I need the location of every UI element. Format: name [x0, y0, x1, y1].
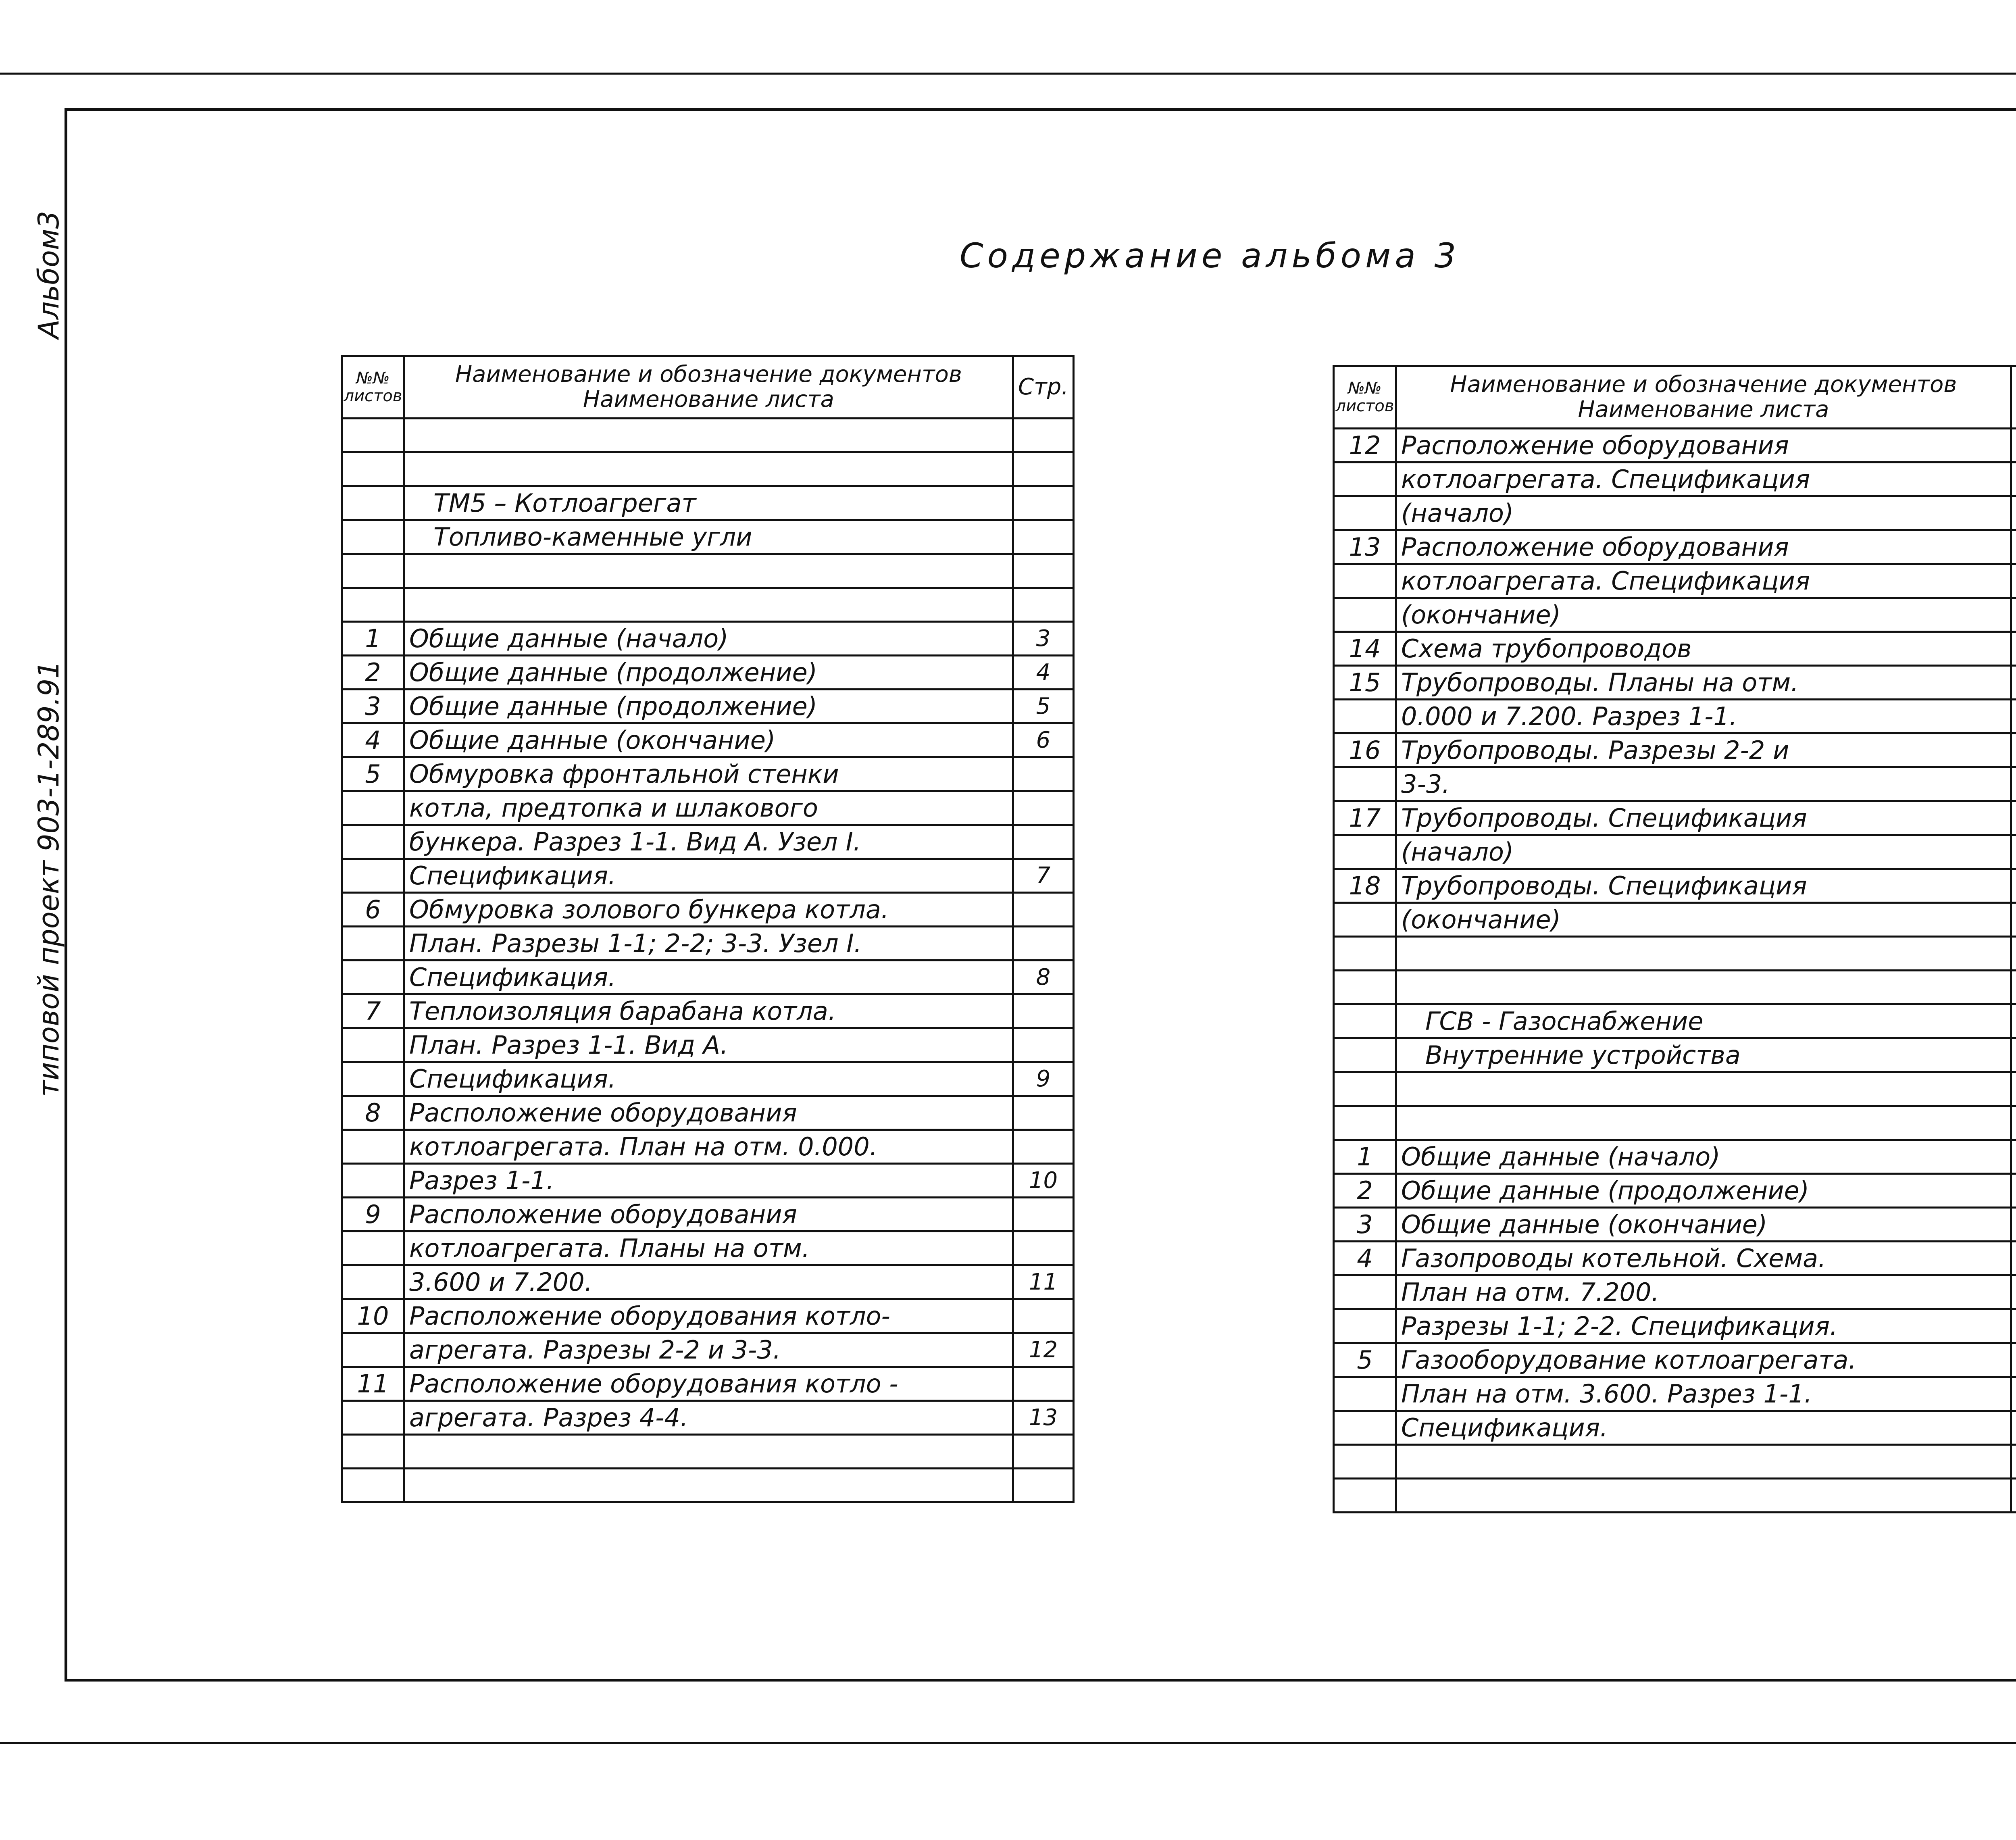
- table-row: [1334, 937, 2016, 971]
- sheet-number-cell: 8: [342, 1096, 404, 1130]
- page-number-cell: [2011, 1343, 2016, 1377]
- toc-header-row: [1334, 366, 2016, 429]
- sheet-name-cell: Общие данные (продолжение): [1396, 1174, 2011, 1208]
- sheet-name-cell: [1396, 1072, 2011, 1106]
- table-row: [342, 757, 1074, 791]
- sheet-name-cell: Газооборудование котлоагрегата.: [1396, 1343, 2011, 1377]
- table-row: [1334, 1445, 2016, 1479]
- sheet-name-cell: ТМ5 – Котлоагрегат: [404, 486, 1013, 520]
- sheet-name-cell: Трубопроводы. Спецификация: [1396, 801, 2011, 835]
- outer-top-border: [0, 73, 2016, 75]
- table-row: [342, 1130, 1074, 1164]
- table-row: [342, 893, 1074, 927]
- outer-bottom-border: [0, 1742, 2016, 1744]
- sheet-number-cell: 15: [1334, 666, 1396, 700]
- header-document-name: [404, 356, 1013, 419]
- page-number-cell: 10: [1013, 1164, 1074, 1198]
- page-number-cell: 7: [1013, 859, 1074, 893]
- page-number-cell: [1013, 757, 1074, 791]
- table-row: [1334, 1140, 2016, 1174]
- table-row: [1334, 598, 2016, 632]
- table-row: [342, 656, 1074, 690]
- sheet-name-cell: котлоагрегата. План на отм. 0.000.: [404, 1130, 1013, 1164]
- sheet-name-cell: Общие данные (начало): [1396, 1140, 2011, 1174]
- table-row: [1334, 1275, 2016, 1309]
- sheet-number-cell: [1334, 971, 1396, 1004]
- page-number-cell: [2011, 632, 2016, 666]
- page-number-cell: [2011, 1140, 2016, 1174]
- table-row: [1334, 1208, 2016, 1242]
- sheet-name-cell: Топливо-каменные угли: [404, 520, 1013, 554]
- page-number-cell: [1013, 1198, 1074, 1232]
- sheet-number-cell: [1334, 1038, 1396, 1072]
- sheet-number-cell: 5: [342, 757, 404, 791]
- sheet-number-cell: 9: [342, 1198, 404, 1232]
- sheet-number-cell: [1334, 1445, 1396, 1479]
- page-number-cell: [1013, 893, 1074, 927]
- sheet-name-cell: Трубопроводы. Разрезы 2-2 и: [1396, 733, 2011, 767]
- table-row: [342, 1401, 1074, 1435]
- sheet-name-cell: Расположение оборудования: [1396, 429, 2011, 463]
- page-number-cell: [1013, 791, 1074, 825]
- page-number-cell: [2011, 1309, 2016, 1343]
- table-row: [342, 1232, 1074, 1265]
- page-number-cell: [1013, 1367, 1074, 1401]
- sheet-number-cell: 7: [342, 994, 404, 1028]
- sheet-name-cell: План на отм. 7.200.: [1396, 1275, 2011, 1309]
- sheet-number-cell: [1334, 1309, 1396, 1343]
- page-number-cell: [1013, 1299, 1074, 1333]
- sheet-name-cell: Теплоизоляция барабана котла.: [404, 994, 1013, 1028]
- sheet-number-cell: 2: [342, 656, 404, 690]
- sheet-name-cell: [404, 419, 1013, 452]
- page-number-cell: [1013, 994, 1074, 1028]
- table-row: [342, 791, 1074, 825]
- page-number-cell: [2011, 1242, 2016, 1275]
- page-number-cell: [1013, 419, 1074, 452]
- sheet-name-cell: Спецификация.: [1396, 1411, 2011, 1445]
- sheet-name-cell: [404, 452, 1013, 486]
- page-number-cell: [2011, 700, 2016, 733]
- sheet-name-cell: котла, предтопка и шлакового: [404, 791, 1013, 825]
- sheet-number-cell: [1334, 1479, 1396, 1513]
- page-number-cell: [2011, 835, 2016, 869]
- table-row: [1334, 666, 2016, 700]
- sheet-name-cell: План. Разрез 1-1. Вид А.: [404, 1028, 1013, 1062]
- sheet-name-cell: агрегата. Разрез 4-4.: [404, 1401, 1013, 1435]
- table-row: [1334, 429, 2016, 463]
- sheet-name-cell: План. Разрезы 1-1; 2-2; 3-3. Узел I.: [404, 927, 1013, 961]
- page-number-cell: [1013, 486, 1074, 520]
- page-number-cell: [1013, 1028, 1074, 1062]
- table-row: [342, 927, 1074, 961]
- header-name-line2: Наименование листа: [1578, 396, 1829, 423]
- table-row: [342, 1367, 1074, 1401]
- sheet-number-cell: [1334, 1072, 1396, 1106]
- sheet-name-cell: 3.600 и 7.200.: [404, 1265, 1013, 1299]
- sheet-name-cell: [1396, 971, 2011, 1004]
- sheet-number-cell: 1: [342, 622, 404, 656]
- sheet-number-cell: [342, 588, 404, 622]
- header-page: Стр.: [1013, 356, 1074, 419]
- table-row: [342, 1469, 1074, 1502]
- sheet-number-cell: [342, 1435, 404, 1469]
- page-number-cell: [1013, 554, 1074, 588]
- page-number-cell: 12: [1013, 1333, 1074, 1367]
- sheet-number-cell: [1334, 598, 1396, 632]
- project-side-label: типовой проект 903-1-289.91: [32, 661, 65, 1097]
- page-number-cell: [2011, 1174, 2016, 1208]
- table-row: [342, 723, 1074, 757]
- toc-header-row: [342, 356, 1074, 419]
- sheet-number-cell: 18: [1334, 869, 1396, 903]
- table-row: [1334, 1174, 2016, 1208]
- page-number-cell: [2011, 903, 2016, 937]
- sheet-number-cell: 6: [342, 893, 404, 927]
- sheet-number-cell: [342, 486, 404, 520]
- sheet-name-cell: [404, 1435, 1013, 1469]
- page-number-cell: 11: [1013, 1265, 1074, 1299]
- sheet-number-cell: [342, 1130, 404, 1164]
- sheet-name-cell: Трубопроводы. Планы на отм.: [1396, 666, 2011, 700]
- sheet-name-cell: котлоагрегата. Спецификация: [1396, 564, 2011, 598]
- sheet-number-cell: 4: [342, 723, 404, 757]
- page-number-cell: [1013, 927, 1074, 961]
- sheet-number-cell: 1: [1334, 1140, 1396, 1174]
- sheet-number-cell: 12: [1334, 429, 1396, 463]
- page-number-cell: [2011, 1445, 2016, 1479]
- sheet-name-cell: Трубопроводы. Спецификация: [1396, 869, 2011, 903]
- sheet-name-cell: 3-3.: [1396, 767, 2011, 801]
- sheet-name-cell: Общие данные (продолжение): [404, 690, 1013, 723]
- sheet-number-cell: [342, 1232, 404, 1265]
- page-number-cell: 5: [1013, 690, 1074, 723]
- sheet-name-cell: бункера. Разрез 1-1. Вид А. Узел I.: [404, 825, 1013, 859]
- page-number-cell: 9: [1013, 1062, 1074, 1096]
- page-number-cell: [1013, 825, 1074, 859]
- table-row: [1334, 1004, 2016, 1038]
- table-row: [1334, 1242, 2016, 1275]
- table-row: [1334, 496, 2016, 530]
- page-number-cell: [2011, 1275, 2016, 1309]
- table-row: [1334, 1343, 2016, 1377]
- sheet-name-cell: Спецификация.: [404, 859, 1013, 893]
- sheet-name-cell: Спецификация.: [404, 961, 1013, 994]
- table-row: [342, 520, 1074, 554]
- sheet-name-cell: [404, 1469, 1013, 1502]
- sheet-number-cell: [342, 859, 404, 893]
- sheet-number-cell: [342, 452, 404, 486]
- page-number-cell: [1013, 520, 1074, 554]
- sheet-number-cell: 4: [1334, 1242, 1396, 1275]
- page-number-cell: [2011, 429, 2016, 463]
- table-row: [342, 1198, 1074, 1232]
- table-row: [1334, 869, 2016, 903]
- table-row: [1334, 463, 2016, 496]
- sheet-number-cell: [1334, 1377, 1396, 1411]
- table-row: [1334, 1106, 2016, 1140]
- sheet-number-cell: 5: [1334, 1343, 1396, 1377]
- sheet-name-cell: Спецификация.: [404, 1062, 1013, 1096]
- sheet-number-cell: [342, 791, 404, 825]
- sheet-number-cell: 13: [1334, 530, 1396, 564]
- page-number-cell: [1013, 1130, 1074, 1164]
- page-number-cell: [2011, 971, 2016, 1004]
- table-row: [342, 452, 1074, 486]
- sheet-name-cell: 0.000 и 7.200. Разрез 1-1.: [1396, 700, 2011, 733]
- table-row: [1334, 1072, 2016, 1106]
- table-row: [342, 1435, 1074, 1469]
- sheet-name-cell: (окончание): [1396, 903, 2011, 937]
- sheet-name-cell: Расположение оборудования: [1396, 530, 2011, 564]
- page-number-cell: 4: [1013, 656, 1074, 690]
- header-name-line2: Наименование листа: [583, 386, 834, 413]
- toc-table-left: [341, 355, 1075, 1503]
- page-number-cell: [2011, 1004, 2016, 1038]
- page-number-cell: [2011, 1377, 2016, 1411]
- sheet-name-cell: [404, 588, 1013, 622]
- sheet-name-cell: Газопроводы котельной. Схема.: [1396, 1242, 2011, 1275]
- sheet-name-cell: План на отм. 3.600. Разрез 1-1.: [1396, 1377, 2011, 1411]
- sheet-name-cell: [404, 554, 1013, 588]
- table-row: [342, 994, 1074, 1028]
- sheet-number-cell: 10: [342, 1299, 404, 1333]
- table-row: [342, 419, 1074, 452]
- sheet-name-cell: (начало): [1396, 835, 2011, 869]
- page-number-cell: [1013, 588, 1074, 622]
- sheet-name-cell: (начало): [1396, 496, 2011, 530]
- sheet-number-cell: 3: [342, 690, 404, 723]
- sheet-name-cell: Общие данные (окончание): [404, 723, 1013, 757]
- table-row: [1334, 1411, 2016, 1445]
- sheet-name-cell: Расположение оборудования: [404, 1096, 1013, 1130]
- page-number-cell: [2011, 530, 2016, 564]
- page-number-cell: 6: [1013, 723, 1074, 757]
- page-number-cell: [2011, 937, 2016, 971]
- page-number-cell: [2011, 767, 2016, 801]
- table-row: [342, 1096, 1074, 1130]
- sheet-name-cell: Расположение оборудования: [404, 1198, 1013, 1232]
- sheet-name-cell: [1396, 1479, 2011, 1513]
- page-number-cell: [2011, 598, 2016, 632]
- sheet-number-cell: [342, 1401, 404, 1435]
- sheet-number-cell: [342, 825, 404, 859]
- table-row: [342, 961, 1074, 994]
- table-row: [1334, 700, 2016, 733]
- page-number-cell: 13: [1013, 1401, 1074, 1435]
- sheet-name-cell: котлоагрегата. Планы на отм.: [404, 1232, 1013, 1265]
- sheet-number-cell: 3: [1334, 1208, 1396, 1242]
- table-row: [1334, 1038, 2016, 1072]
- table-row: [1334, 971, 2016, 1004]
- page-number-cell: [2011, 733, 2016, 767]
- sheet-name-cell: котлоагрегата. Спецификация: [1396, 463, 2011, 496]
- sheet-name-cell: Обмуровка золового бункера котла.: [404, 893, 1013, 927]
- page-number-cell: [2011, 1038, 2016, 1072]
- sheet-number-cell: [1334, 937, 1396, 971]
- page-number-cell: 3: [1013, 622, 1074, 656]
- page-number-cell: [2011, 1479, 2016, 1513]
- header-name-line1: Наименование и обозначение документов: [1450, 371, 1957, 398]
- sheet-name-cell: агрегата. Разрезы 2-2 и 3-3.: [404, 1333, 1013, 1367]
- sheet-name-cell: Схема трубопроводов: [1396, 632, 2011, 666]
- table-row: [1334, 1309, 2016, 1343]
- table-row: [1334, 1479, 2016, 1513]
- toc-table-right: [1333, 365, 2016, 1513]
- header-sheet-numbers: №№ листов: [342, 356, 404, 419]
- sheet-name-cell: Обмуровка фронтальной стенки: [404, 757, 1013, 791]
- page-number-cell: [1013, 1096, 1074, 1130]
- table-row: [1334, 1377, 2016, 1411]
- page-number-cell: [2011, 1072, 2016, 1106]
- table-row: [342, 554, 1074, 588]
- sheet-name-cell: Общие данные (продолжение): [404, 656, 1013, 690]
- table-row: [342, 1164, 1074, 1198]
- table-row: [342, 859, 1074, 893]
- sheet-name-cell: Общие данные (окончание): [1396, 1208, 2011, 1242]
- page-number-cell: [2011, 496, 2016, 530]
- album-side-label: Альбом3: [32, 210, 65, 339]
- table-row: [342, 622, 1074, 656]
- page-number-cell: [2011, 801, 2016, 835]
- sheet-number-cell: [1334, 700, 1396, 733]
- sheet-name-cell: ГСВ - Газоснабжение: [1396, 1004, 2011, 1038]
- sheet-name-cell: [1396, 937, 2011, 971]
- page-number-cell: [1013, 1469, 1074, 1502]
- sheet-number-cell: [342, 554, 404, 588]
- sheet-name-cell: [1396, 1445, 2011, 1479]
- sheet-number-cell: [1334, 1411, 1396, 1445]
- page-number-cell: [2011, 1106, 2016, 1140]
- table-row: [1334, 801, 2016, 835]
- page-number-cell: 8: [1013, 961, 1074, 994]
- sheet-number-cell: [342, 520, 404, 554]
- sheet-name-cell: Разрез 1-1.: [404, 1164, 1013, 1198]
- sheet-number-cell: [1334, 835, 1396, 869]
- page-number-cell: [2011, 564, 2016, 598]
- page-number-cell: [2011, 463, 2016, 496]
- sheet-number-cell: [1334, 1004, 1396, 1038]
- page-number-cell: [1013, 1232, 1074, 1265]
- sheet-name-cell: Внутренние устройства: [1396, 1038, 2011, 1072]
- table-row: [342, 1299, 1074, 1333]
- sheet-name-cell: Общие данные (начало): [404, 622, 1013, 656]
- sheet-number-cell: 16: [1334, 733, 1396, 767]
- sheet-number-cell: [1334, 767, 1396, 801]
- sheet-number-cell: [342, 1265, 404, 1299]
- table-row: [1334, 903, 2016, 937]
- sheet-number-cell: [1334, 903, 1396, 937]
- header-page: [2011, 366, 2016, 429]
- table-row: [342, 1333, 1074, 1367]
- sheet-number-cell: [342, 1062, 404, 1096]
- sheet-number-cell: 11: [342, 1367, 404, 1401]
- sheet-name-cell: Разрезы 1-1; 2-2. Спецификация.: [1396, 1309, 2011, 1343]
- sheet-name-cell: [1396, 1106, 2011, 1140]
- table-row: [342, 690, 1074, 723]
- table-row: [1334, 632, 2016, 666]
- page-number-cell: [2011, 1411, 2016, 1445]
- header-sheet-numbers: №№ листов: [1334, 366, 1396, 429]
- sheet-number-cell: [342, 1469, 404, 1502]
- table-row: [1334, 530, 2016, 564]
- header-document-name: [1396, 366, 2011, 429]
- table-row: [1334, 733, 2016, 767]
- sheet-number-cell: [342, 961, 404, 994]
- table-row: [1334, 767, 2016, 801]
- page-number-cell: [1013, 1435, 1074, 1469]
- sheet-name-cell: Расположение оборудования котло -: [404, 1367, 1013, 1401]
- sheet-number-cell: [342, 1028, 404, 1062]
- sheet-number-cell: [342, 419, 404, 452]
- table-row: [342, 1028, 1074, 1062]
- header-name-line1: Наименование и обозначение документов: [455, 361, 962, 388]
- sheet-name-cell: (окончание): [1396, 598, 2011, 632]
- table-row: [1334, 564, 2016, 598]
- sheet-number-cell: [1334, 1275, 1396, 1309]
- sheet-number-cell: 14: [1334, 632, 1396, 666]
- sheet-number-cell: [342, 1333, 404, 1367]
- table-row: [342, 1062, 1074, 1096]
- table-row: [342, 486, 1074, 520]
- page-number-cell: [1013, 452, 1074, 486]
- sheet-number-cell: [1334, 1106, 1396, 1140]
- page-number-cell: [2011, 666, 2016, 700]
- sheet-number-cell: [1334, 496, 1396, 530]
- sheet-number-cell: [342, 1164, 404, 1198]
- table-row: [342, 825, 1074, 859]
- sheet-number-cell: [1334, 564, 1396, 598]
- page-number-cell: [2011, 869, 2016, 903]
- page-title: Содержание альбома 3: [960, 236, 1460, 275]
- table-row: [342, 588, 1074, 622]
- sheet-number-cell: 2: [1334, 1174, 1396, 1208]
- table-row: [1334, 835, 2016, 869]
- sheet-name-cell: Расположение оборудования котло-: [404, 1299, 1013, 1333]
- sheet-number-cell: [342, 927, 404, 961]
- sheet-number-cell: 17: [1334, 801, 1396, 835]
- sheet-number-cell: [1334, 463, 1396, 496]
- table-row: [342, 1265, 1074, 1299]
- page-number-cell: [2011, 1208, 2016, 1242]
